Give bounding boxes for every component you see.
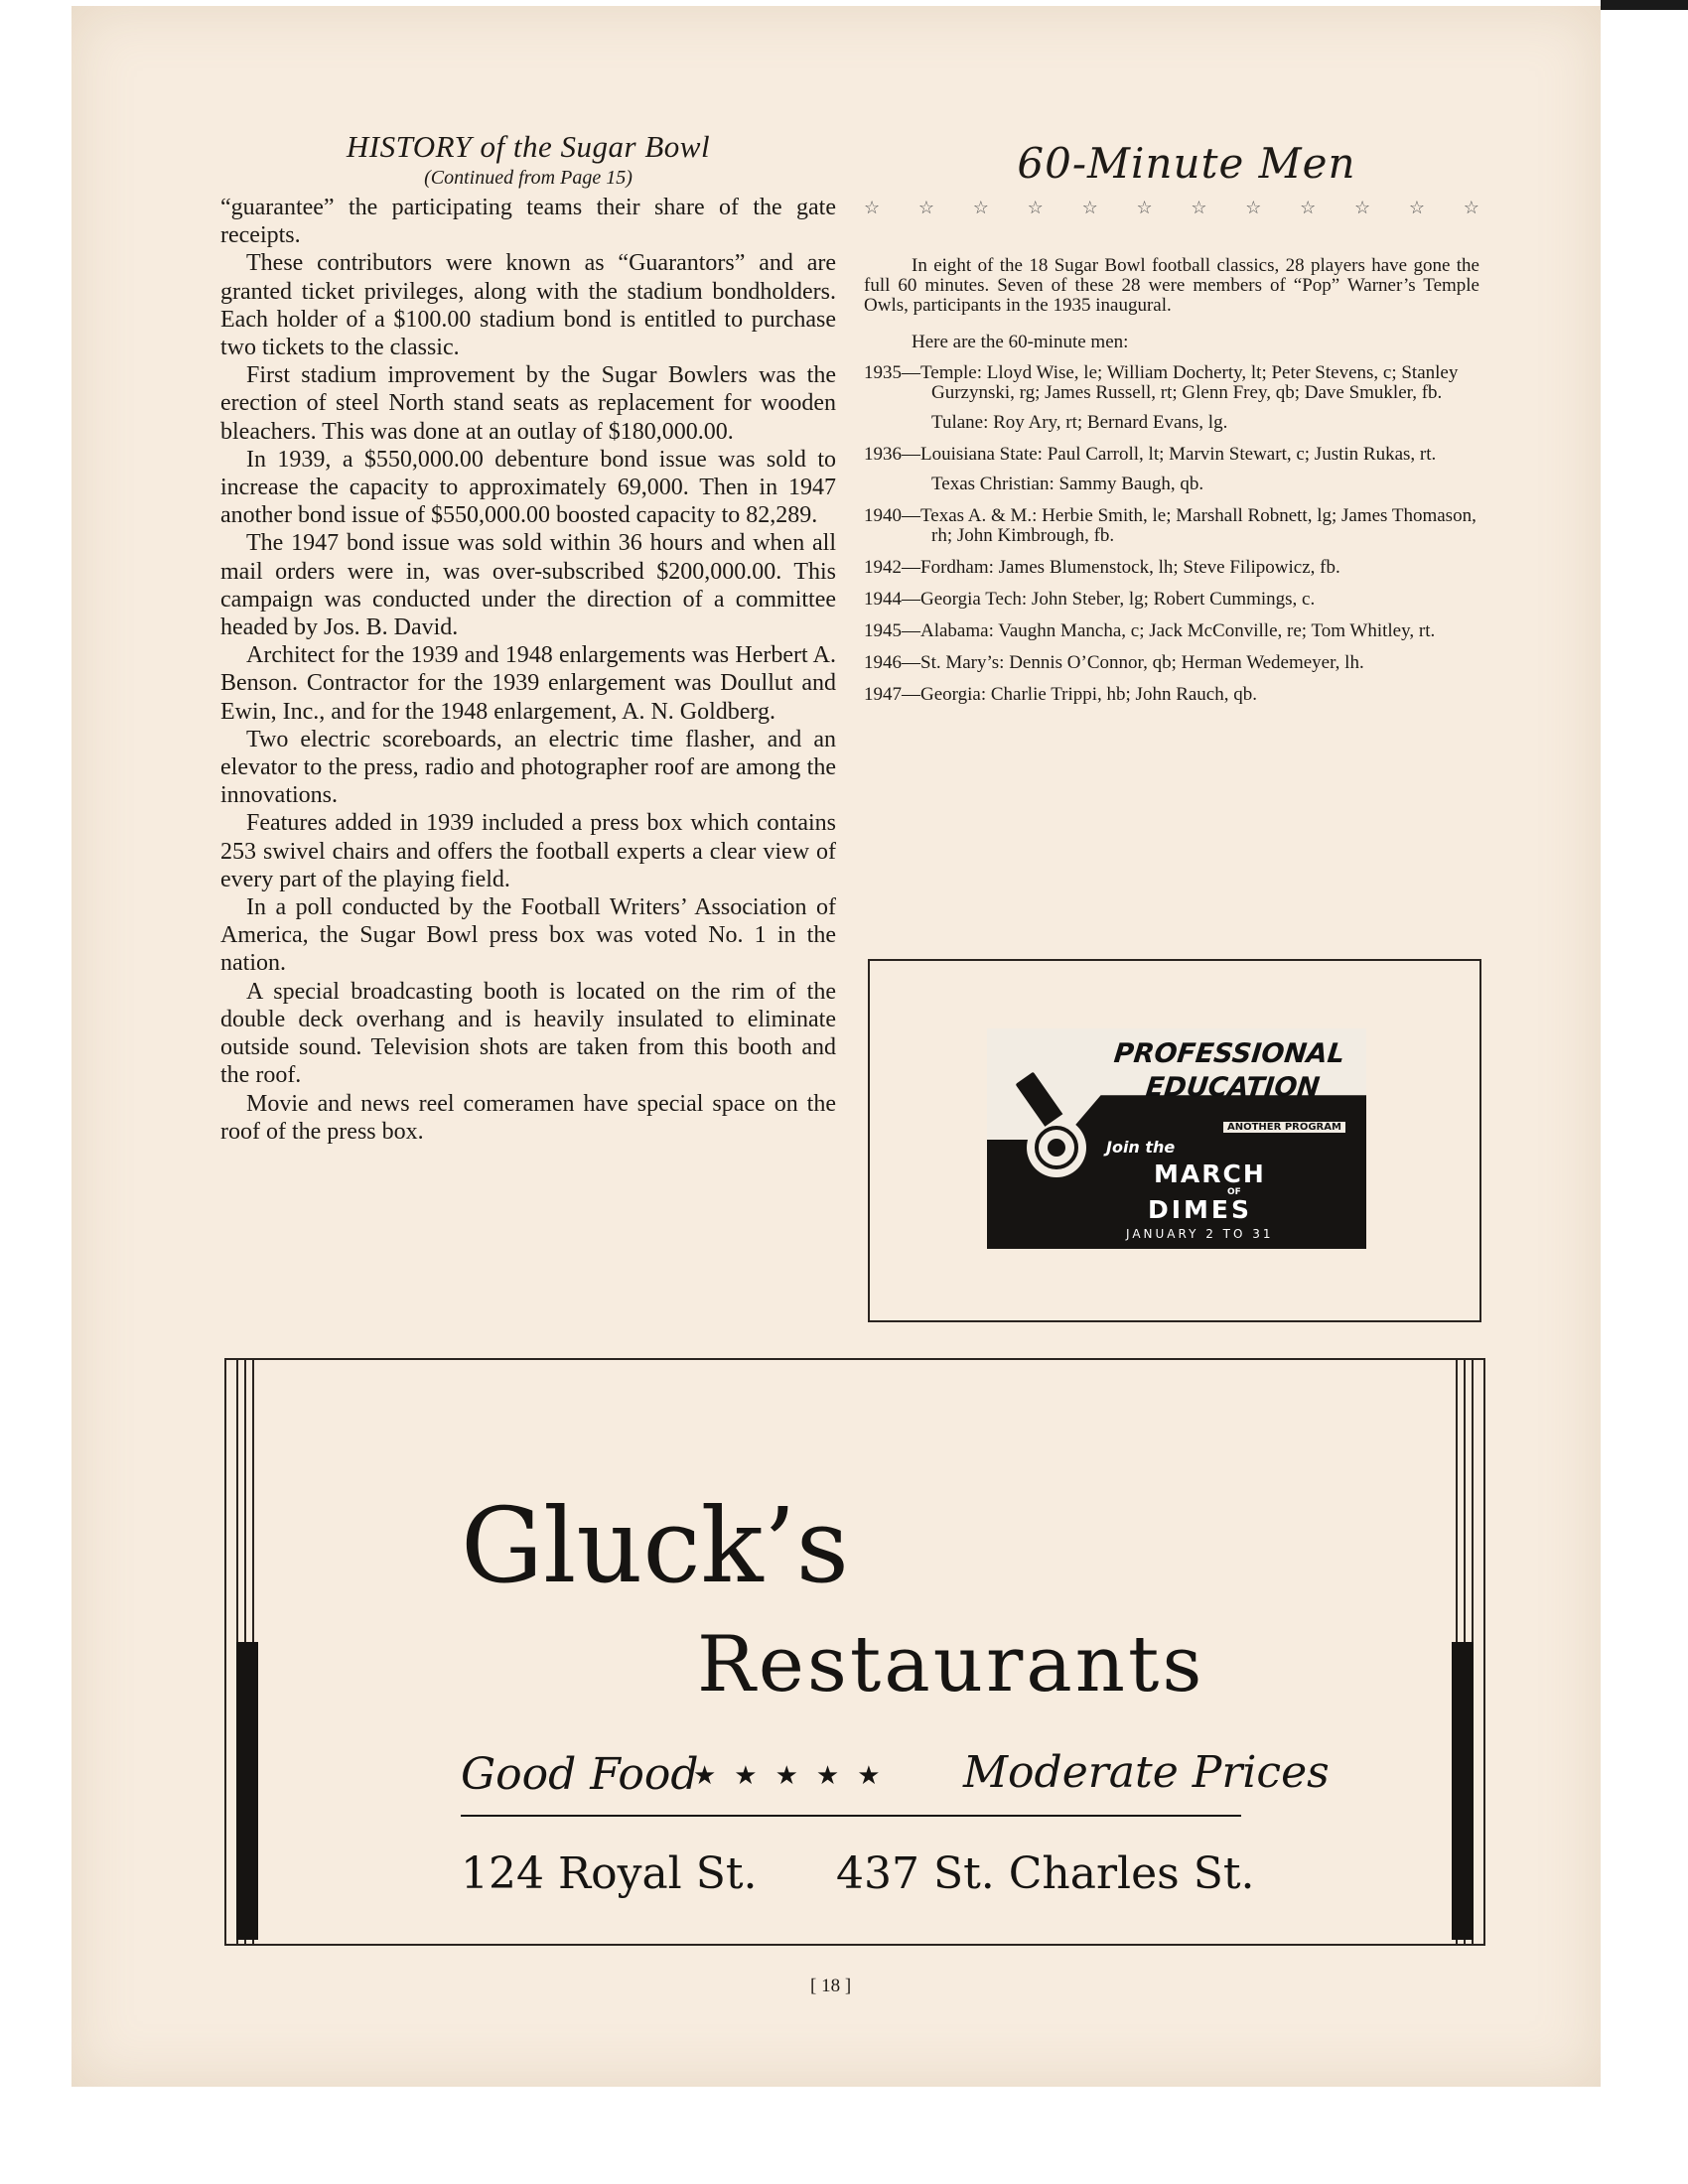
ad-dimes: DIMES	[1148, 1195, 1253, 1224]
player-entry: 1942—Fordham: James Blumenstock, lh; Steve Filipowicz, fb.	[864, 557, 1340, 578]
restaurant-subtitle: Restaurants	[697, 1620, 1205, 1709]
player-entry: 1944—Georgia Tech: John Steber, lg; Robert Cummings, c.	[864, 589, 1316, 610]
ad-headline-1: PROFESSIONAL	[1112, 1038, 1346, 1069]
march-of-dimes-ad-frame	[868, 959, 1481, 1322]
history-subtitle: (Continued from Page 15)	[424, 167, 633, 189]
star-icon: ☆	[917, 198, 935, 217]
decorative-bars	[1442, 1360, 1479, 1944]
player-entry: 1945—Alabama: Vaughn Mancha, c; Jack McConville, re; Tom Whitley, rt.	[864, 620, 1436, 641]
address-st-charles: 437 St. Charles St.	[836, 1848, 1255, 1899]
star-icon: ☆	[1300, 198, 1317, 217]
ad-of: OF	[1227, 1187, 1241, 1197]
player-entry: 1947—Georgia: Charlie Trippi, hb; John Rauch, qb.	[864, 684, 1257, 705]
ad-march: MARCH	[1154, 1160, 1266, 1188]
star-icon: ☆	[1245, 198, 1262, 217]
star-icon: ☆	[1081, 198, 1098, 217]
torch-icon	[1001, 1056, 1110, 1185]
star-icon: ☆	[1027, 198, 1044, 217]
star-icon: ☆	[1136, 198, 1153, 217]
history-title: HISTORY of the Sugar Bowl	[346, 129, 711, 164]
scan-edge	[1601, 0, 1688, 10]
minute-men-intro: In eight of the 18 Sugar Bowl football classics, 28 players have gone the full 60 minutes. Seven of these 28 were members of “Pop” Warner’s Temple Owls, participants in the 1935 inaugural.	[864, 255, 1479, 316]
star-icon: ☆	[1463, 198, 1479, 217]
ad-headline-2: EDUCATION	[1144, 1072, 1322, 1103]
paragraph: “guarantee” the participating teams their share of the gate receipts.	[220, 195, 836, 249]
paragraph: These contributors were known as “Guarantors” and are granted ticket privileges, along with the stadium bondholders. Each holder of a $100.00 stadium bond is entitled to purchase two tickets to the classic.	[220, 250, 836, 361]
star-icon: ☆	[1408, 198, 1426, 217]
paragraph: In a poll conducted by the Football Writers’ Association of America, the Sugar Bowl press box was voted No. 1 in the nation.	[220, 894, 836, 977]
slogan-good-food: Good Food	[461, 1749, 699, 1800]
restaurant-name: Gluck’s	[461, 1485, 850, 1606]
paragraph: Movie and news reel comeramen have special space on the roof of the press box.	[220, 1090, 836, 1145]
history-article	[220, 129, 836, 1146]
star-icon: ☆	[972, 198, 989, 217]
player-entry: 1935—Temple: Lloyd Wise, le; William Docherty, lt; Peter Stevens, c; Stanley Gurzynski, rg; James Russell, rt; Glenn Frey, qb; Dave Smukler, fb.	[864, 362, 1459, 403]
player-entry: 1936—Louisiana State: Paul Carroll, lt; Marvin Stewart, c; Justin Rukas, rt.	[864, 444, 1437, 465]
player-entry: Texas Christian: Sammy Baugh, qb.	[931, 474, 1204, 494]
star-icon: ☆	[1354, 198, 1371, 217]
paragraph: First stadium improvement by the Sugar Bowlers was the erection of steel North stand seats as replacement for wooden bleachers. This was done at an outlay of $180,000.00.	[220, 362, 836, 445]
glucks-restaurants-ad	[224, 1358, 1485, 1946]
ad-dates: JANUARY 2 TO 31	[1126, 1227, 1274, 1241]
minute-men-title: 60-Minute Men	[1017, 139, 1356, 188]
page-number: [ 18 ]	[810, 1976, 852, 1996]
star-icon: ☆	[864, 198, 881, 217]
paragraph: A special broadcasting booth is located on the rim of the double deck overhang and is heavily insulated to eliminate outside sound. Television shots are taken from this booth and the roof.	[220, 978, 836, 1089]
ad-join: Join the	[1106, 1138, 1176, 1157]
minute-men-article	[864, 139, 1479, 717]
star-icon: ★★★★★	[693, 1761, 899, 1791]
paragraph: Architect for the 1939 and 1948 enlargements was Herbert A. Benson. Contractor for the 1939 enlargement was Doullut and Ewin, Inc., and for the 1948 enlargement, A. N. Goldberg.	[220, 642, 836, 725]
player-entry: 1940—Texas A. & M.: Herbie Smith, le; Marshall Robnett, lg; James Thomason, rh; John Kimbrough, fb.	[864, 505, 1477, 546]
ad-tagline: ANOTHER PROGRAM	[1223, 1122, 1345, 1133]
divider	[461, 1815, 1241, 1817]
minute-men-lead: Here are the 60-minute men:	[912, 332, 1129, 352]
decorative-bars	[230, 1360, 268, 1944]
player-entry: Tulane: Roy Ary, rt; Bernard Evans, lg.	[931, 412, 1228, 433]
paragraph: The 1947 bond issue was sold within 36 hours and when all mail orders were in, was over-subscribed $200,000.00. This campaign was conducted under the direction of a committee headed by Jos. B. David.	[220, 530, 836, 641]
slogan-moderate-prices: Moderate Prices	[963, 1747, 1330, 1798]
paragraph: In 1939, a $550,000.00 debenture bond issue was sold to increase the capacity to approximately 69,000. Then in 1947 another bond issue of $550,000.00 boosted capacity to 82,289.	[220, 446, 836, 529]
address-royal: 124 Royal St.	[461, 1848, 758, 1899]
star-icon: ☆	[1191, 198, 1207, 217]
paragraph: Two electric scoreboards, an electric time flasher, and an elevator to the press, radio and photographer roof are among the innovations.	[220, 726, 836, 809]
player-entry: 1946—St. Mary’s: Dennis O’Connor, qb; Herman Wedemeyer, lh.	[864, 652, 1364, 673]
march-of-dimes-ad	[987, 1028, 1366, 1249]
star-divider	[864, 198, 1479, 218]
paragraph: Features added in 1939 included a press box which contains 253 swivel chairs and offers the football experts a clear view of every part of the playing field.	[220, 810, 836, 892]
